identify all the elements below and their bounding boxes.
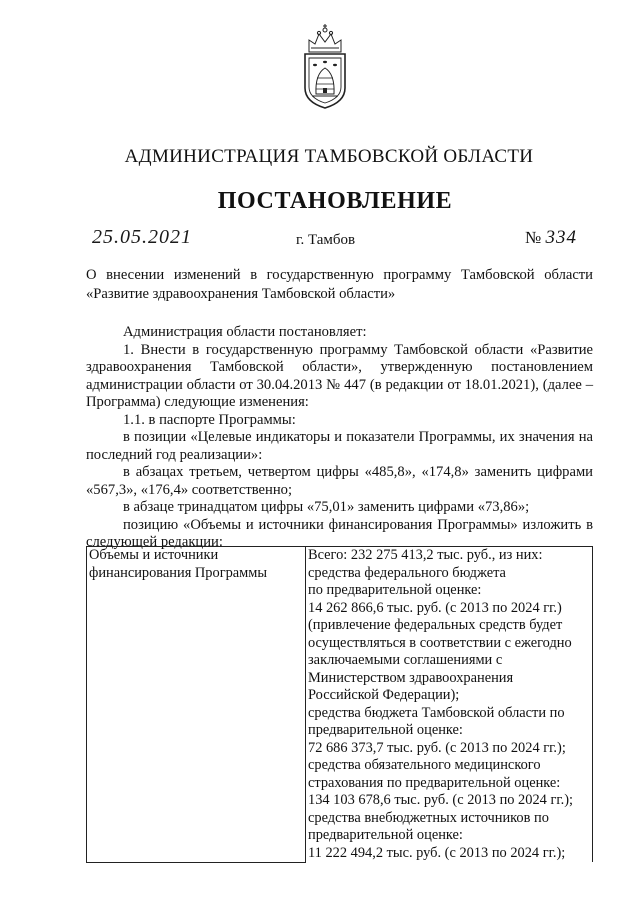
table-line: 14 262 866,6 тыс. руб. (с 2013 по 2024 гг.) [308,599,562,616]
paragraph: Администрация области постановляет: [123,324,367,340]
document-type-title: ПОСТАНОВЛЕНИЕ [217,188,453,214]
table-line: Российской Федерации); [308,687,460,703]
table-row [87,547,593,863]
table-line: (привлечение федеральных средств будет [308,617,563,633]
table-line: средства обязательного медицинского [308,757,541,773]
financing-table [86,546,593,863]
table-line: средства бюджета Тамбовской области по [308,704,565,721]
table-line: Министерством здравоохранения [308,669,514,686]
table-line: Всего: 232 275 413,2 тыс. руб., из них: [308,547,543,563]
document-number [525,227,577,249]
document-date: 25.05.2021 [92,226,192,248]
table-line: страхования по предварительной оценке: [308,774,561,791]
paragraph: позицию «Объемы и источники финансирования Программы» изложить в следующей редакции: [86,516,593,550]
document-body [86,324,593,552]
number-value: 334 [545,227,577,248]
paragraph: 1. Внести в государственную программу Тамбовской области «Развитие здравоохранения Тамбовской области», утвержденную постановлением администрации области от 30.04.2013 № 447 (в редакции от 18.01.2021), (далее – Программа) следующие изменения: [86,341,593,410]
table-line: 72 686 373,7 тыс. руб. (с 2013 по 2024 гг.); [308,739,566,756]
document-city: г. Тамбов [296,232,356,248]
table-line: по предварительной оценке: [308,582,482,598]
table-line: 11 222 494,2 тыс. руб. (с 2013 по 2024 гг.); [308,844,566,861]
table-line: осуществляться в соответствии с ежегодно [308,634,572,651]
table-line: предварительной оценке: [308,722,463,738]
paragraph: в абзацах третьем, четвертом цифры «485,8», «174,8» заменить цифрами «567,3», «176,4» соответственно; [86,464,593,498]
paragraph: 1.1. в паспорте Программы: [123,411,296,428]
paragraph: в абзаце тринадцатом цифры «75,01» заменить цифрами «73,86»; [123,499,530,515]
table-line: средства федерального бюджета [308,564,506,581]
coat-of-arms-emblem [297,22,353,110]
table-line: заключаемыми соглашениями с [308,652,503,668]
document-subject: О внесении изменений в государственную программу Тамбовской области «Развитие здравоохранения Тамбовской области» [86,267,593,302]
table-right-cell [306,547,593,863]
paragraph: в позиции «Целевые индикаторы и показатели Программы, их значения на последний год реализации»: [86,429,593,463]
table-line: предварительной оценке: [308,827,463,843]
table-line: 134 103 678,6 тыс. руб. (с 2013 по 2024 гг.); [308,792,574,808]
table-left-cell: Объемы и источники финансирования Программы [87,547,306,863]
table-line: средства внебюджетных источников по [308,809,549,826]
organization-name: АДМИНИСТРАЦИЯ ТАМБОВСКОЙ ОБЛАСТИ [124,146,534,167]
number-prefix: № [525,228,542,247]
